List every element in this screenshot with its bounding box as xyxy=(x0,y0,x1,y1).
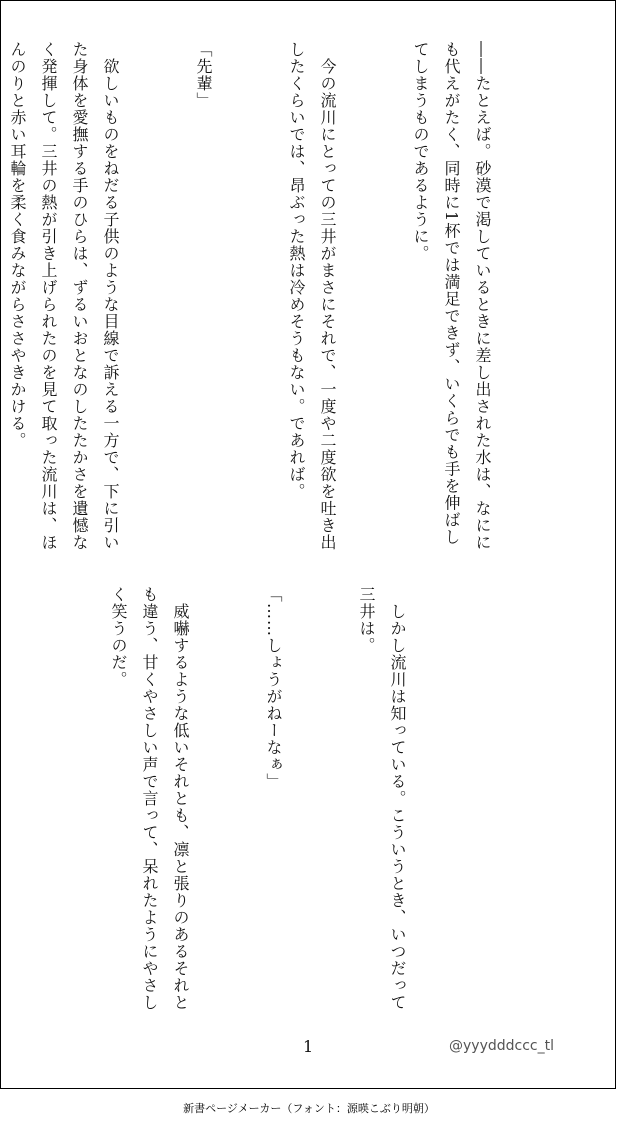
paragraph: 「先輩」 xyxy=(194,41,213,109)
upper-text-column xyxy=(8,41,560,561)
page-number: 1 xyxy=(303,1037,314,1056)
paragraph: 今の流川にとっての三井がまさにそれで、一度や二度欲を吐き出したくらいでは、昂ぶった熱は冷めそうもない。であれば。 xyxy=(287,41,337,551)
paragraph: 「……しょうがねーなぁ」 xyxy=(264,586,283,790)
lower-text-column xyxy=(109,586,475,1026)
paragraph: ――たとえば。砂漠で渇しているときに差し出された水は、なににも代えがたく、同時に1杯では満足できず、いくらでも手を伸ばしてしまうものであるように。 xyxy=(411,41,492,551)
paragraph: 欲しいものをねだる子供のような目線で訴える一方で、下に引いた身体を愛撫する手のひらは、ずるいおとなのしたたかさを遺憾なく発揮して。三井の熱が引き上げられたのを見て取った流川は、ほんのりと赤い耳輪を柔く食みながらささやきかける。 xyxy=(8,41,120,551)
author-handle: @yyydddccc_tl xyxy=(449,1038,554,1054)
generator-credit: 新書ページメーカー（フォント：源暎こぶり明朝） xyxy=(183,1102,435,1115)
paragraph: しかし流川は知っている。こういうとき、いつだって三井は。 xyxy=(357,586,407,1011)
paragraph: 威嚇するような低いそれとも、凛と張りのあるそれとも違う、甘くやさしい声で言って、呆れたようにやさしく笑うのだ。 xyxy=(109,586,190,1011)
